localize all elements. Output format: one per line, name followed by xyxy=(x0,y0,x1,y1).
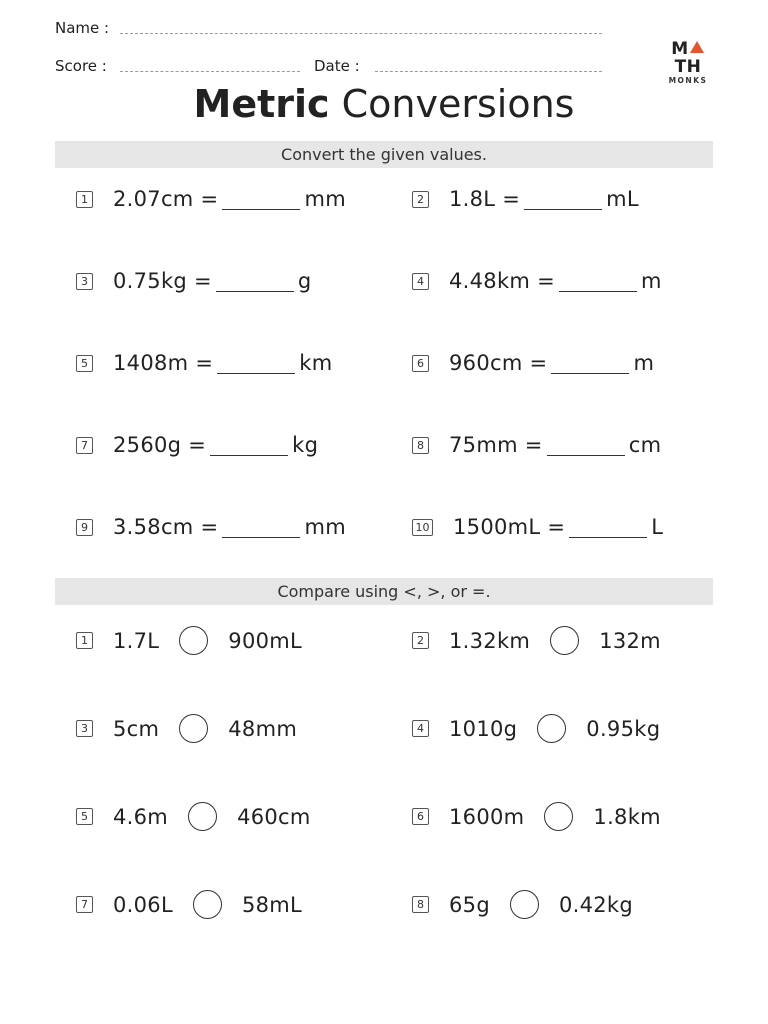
target-unit: kg xyxy=(292,433,319,457)
answer-blank[interactable] xyxy=(222,517,300,538)
question-number: 10 xyxy=(412,519,433,536)
value-b: 0.95kg xyxy=(586,716,661,741)
page-title xyxy=(0,82,768,126)
given-value: 2.07cm = xyxy=(113,187,219,211)
conversion-item xyxy=(412,269,662,293)
target-unit: km xyxy=(299,351,333,375)
name-label: Name : xyxy=(55,19,110,37)
target-unit: m xyxy=(633,351,655,375)
question-number: 9 xyxy=(76,519,93,536)
date-field[interactable] xyxy=(375,71,602,72)
given-value: 0.75kg = xyxy=(113,269,212,293)
question-number: 8 xyxy=(412,896,429,913)
given-value: 3.58cm = xyxy=(113,515,219,539)
compare-circle[interactable] xyxy=(179,714,208,743)
question-number: 6 xyxy=(412,808,429,825)
section1-instruction: Convert the given values. xyxy=(55,141,713,168)
conversion-item xyxy=(412,187,639,211)
target-unit: mm xyxy=(304,515,346,539)
question-number: 7 xyxy=(76,896,93,913)
compare-circle[interactable] xyxy=(550,626,579,655)
conversion-item xyxy=(412,433,661,457)
comparison-item xyxy=(412,802,661,831)
given-value: 1.8L = xyxy=(449,187,521,211)
compare-circle[interactable] xyxy=(537,714,566,743)
compare-circle[interactable] xyxy=(510,890,539,919)
logo-m: M xyxy=(671,39,689,59)
answer-blank[interactable] xyxy=(217,353,295,374)
given-value: 1500mL = xyxy=(453,515,566,539)
question-number: 4 xyxy=(412,273,429,290)
conversion-item xyxy=(76,515,346,539)
value-a: 5cm xyxy=(113,716,160,741)
title-bold: Metric xyxy=(193,82,330,126)
date-label: Date : xyxy=(314,57,360,75)
given-value: 1408m = xyxy=(113,351,214,375)
question-number: 7 xyxy=(76,437,93,454)
value-a: 1010g xyxy=(449,716,518,741)
compare-circle[interactable] xyxy=(179,626,208,655)
question-number: 3 xyxy=(76,720,93,737)
answer-blank[interactable] xyxy=(559,271,637,292)
answer-blank[interactable] xyxy=(547,435,625,456)
question-number: 2 xyxy=(412,632,429,649)
conversion-item xyxy=(76,269,312,293)
title-rest: Conversions xyxy=(329,82,575,126)
value-b: 132m xyxy=(599,628,661,653)
value-b: 0.42kg xyxy=(558,892,634,917)
value-b: 58mL xyxy=(241,892,303,917)
comparison-item xyxy=(412,626,661,655)
score-field[interactable] xyxy=(120,71,300,72)
value-a: 4.6m xyxy=(113,804,169,829)
comparison-item xyxy=(412,890,633,919)
comparison-item xyxy=(412,714,660,743)
given-value: 960cm = xyxy=(449,351,548,375)
given-value: 2560g = xyxy=(113,433,207,457)
compare-circle[interactable] xyxy=(193,890,222,919)
answer-blank[interactable] xyxy=(222,189,300,210)
answer-blank[interactable] xyxy=(216,271,294,292)
target-unit: L xyxy=(651,515,664,539)
target-unit: cm xyxy=(628,433,662,457)
value-b: 1.8km xyxy=(593,804,661,829)
logo-th: TH xyxy=(674,57,702,77)
conversion-item xyxy=(76,187,346,211)
value-a: 65g xyxy=(449,892,490,917)
question-number: 5 xyxy=(76,355,93,372)
comparison-item xyxy=(76,626,302,655)
comparison-item xyxy=(76,802,311,831)
value-b: 48mm xyxy=(228,716,298,741)
math-monks-logo xyxy=(658,40,718,85)
answer-blank[interactable] xyxy=(551,353,629,374)
value-a: 1.7L xyxy=(113,628,160,653)
value-b: 460cm xyxy=(237,804,311,829)
question-number: 1 xyxy=(76,632,93,649)
answer-blank[interactable] xyxy=(210,435,288,456)
name-field[interactable] xyxy=(120,33,602,34)
question-number: 5 xyxy=(76,808,93,825)
conversion-item xyxy=(412,351,654,375)
value-a: 1.32km xyxy=(449,628,531,653)
question-number: 3 xyxy=(76,273,93,290)
answer-blank[interactable] xyxy=(569,517,647,538)
answer-blank[interactable] xyxy=(524,189,602,210)
triangle-icon xyxy=(690,41,704,53)
value-a: 1600m xyxy=(449,804,525,829)
compare-circle[interactable] xyxy=(544,802,573,831)
question-number: 4 xyxy=(412,720,429,737)
score-label: Score : xyxy=(55,57,107,75)
target-unit: m xyxy=(641,269,662,293)
logo-subtitle: MONKS xyxy=(668,76,708,85)
given-value: 4.48km = xyxy=(449,269,556,293)
question-number: 2 xyxy=(412,191,429,208)
conversion-item xyxy=(412,515,663,539)
target-unit: g xyxy=(297,269,312,293)
comparison-item xyxy=(76,714,297,743)
comparison-item xyxy=(76,890,302,919)
given-value: 75mm = xyxy=(449,433,543,457)
question-number: 8 xyxy=(412,437,429,454)
compare-circle[interactable] xyxy=(188,802,217,831)
value-a: 0.06L xyxy=(113,892,173,917)
target-unit: mL xyxy=(606,187,639,211)
conversion-item xyxy=(76,351,333,375)
section2-instruction: Compare using <, >, or =. xyxy=(55,578,713,605)
conversion-item xyxy=(76,433,318,457)
target-unit: mm xyxy=(304,187,346,211)
question-number: 1 xyxy=(76,191,93,208)
question-number: 6 xyxy=(412,355,429,372)
value-b: 900mL xyxy=(228,628,303,653)
